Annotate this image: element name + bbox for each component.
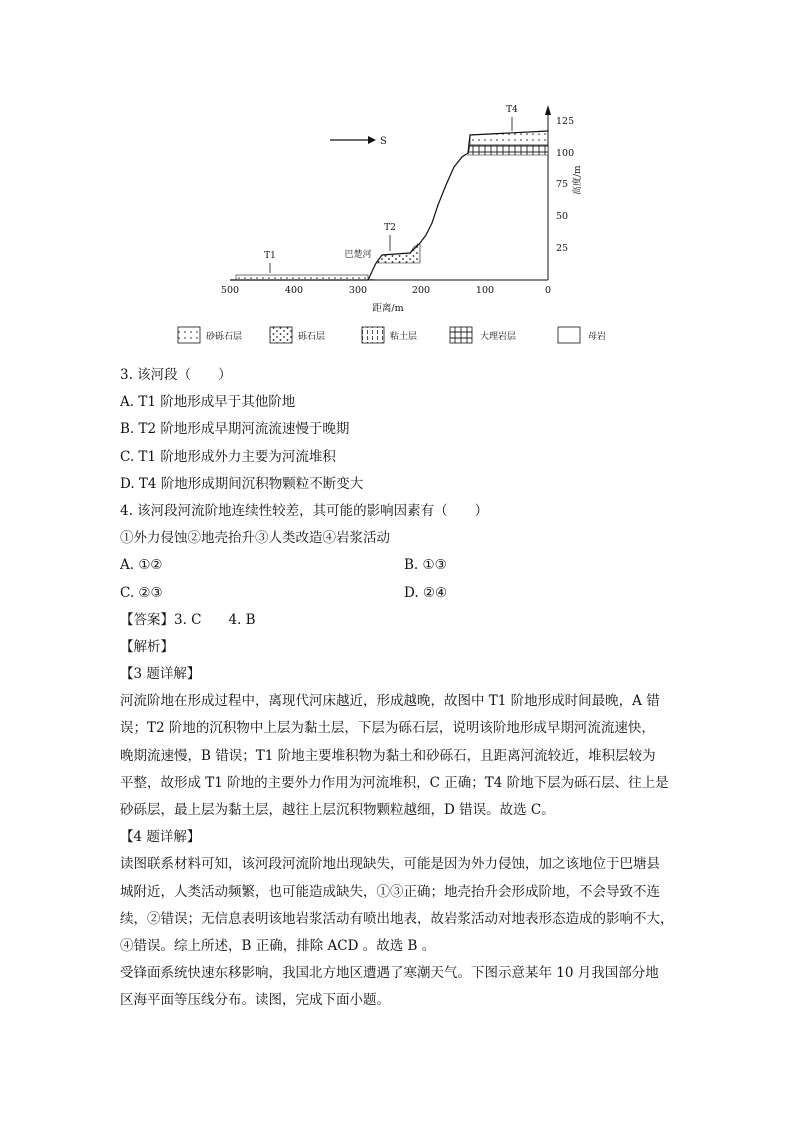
legend-swatch-clay <box>362 327 384 343</box>
y-axis-label: 高度/m <box>573 165 583 195</box>
t1-label: T1 <box>264 251 276 261</box>
y-tick-25: 25 <box>556 243 569 254</box>
q4-option-d: D. ②④ <box>404 584 448 601</box>
next-intro-line: 受锋面系统快速东移影响，我国北方地区遭遇了寒潮天气。下图示意某年 10 月我国部分地 <box>120 965 659 982</box>
t4-label: T4 <box>506 105 518 115</box>
detail3-line: 平整，故形成 T1 阶地的主要外力作用为河流堆积，C 正确；T4 阶地下层为砾石层、往上是 <box>120 774 669 791</box>
t2-gravel-layer <box>376 243 420 263</box>
y-tick-125: 125 <box>556 116 575 127</box>
legend-swatch-gravel <box>270 327 292 343</box>
x-tick-0: 0 <box>544 285 552 296</box>
detail4-line: 读图联系材料可知，该河段河流阶地出现缺失，可能是因为外力侵蚀，加之该地位于巴塘县 <box>120 856 660 873</box>
legend-swatch-sandgravel <box>178 327 200 343</box>
y-tick-50: 50 <box>556 211 569 222</box>
y-tick-75: 75 <box>556 179 569 190</box>
t4-marble-layer <box>468 145 548 155</box>
x-tick-400: 400 <box>284 285 304 296</box>
river-terrace-figure <box>170 95 640 365</box>
answer-line <box>120 607 680 634</box>
detail3-line: 砂砾层，最上层为黏土层，越往上层沉积物颗粒越细，D 错误。故选 C。 <box>120 802 555 818</box>
q4-option-b: B. ①③ <box>404 557 447 574</box>
legend-label-bedrock: 母岩 <box>588 332 607 342</box>
detail4-title: 【4 题详解】 <box>120 829 201 846</box>
question-text <box>120 362 680 1015</box>
x-tick-100: 100 <box>475 285 495 296</box>
q4-factors: ①外力侵蚀②地壳抬升③人类改造④岩浆活动 <box>120 530 390 547</box>
x-tick-500: 500 <box>220 285 240 296</box>
analysis-label: 【解析】 <box>120 638 174 655</box>
detail3-line: 河流阶地在形成过程中，离现代河床越近，形成越晚，故图中 T1 阶地形成时间最晚，A 错 <box>120 693 660 710</box>
x-tick-200: 200 <box>411 285 431 296</box>
q3-option-b: B. T2 阶地形成早期河流流速慢于晚期 <box>120 421 350 438</box>
terrace-profile-diagram <box>170 95 640 365</box>
q3-stem: 3. 该河段（ ） <box>120 367 232 383</box>
detail4-line: 城附近，人类活动频繁，也可能造成缺失，①③正确；地壳抬升会形成阶地，不会导致不连 <box>120 883 660 900</box>
legend-label-sandgravel: 砂砾石层 <box>206 332 243 342</box>
next-intro-line: 区海平面等压线分布。读图，完成下面小题。 <box>120 992 390 1009</box>
t2-label: T2 <box>384 223 396 233</box>
detail3-line: 误；T2 阶地的沉积物中上层为黏土层，下层为砾石层，说明该阶地形成早期河流流速快， <box>120 720 655 737</box>
detail3-line: 晚期流速慢，B 错误；T1 阶地主要堆积物为黏土和砂砾石，且距离河流较近，堆积层较为 <box>120 747 656 764</box>
answer-label: 【答案】 <box>120 611 174 628</box>
q4-option-c: C. ②③ <box>120 584 163 601</box>
t1-deposit <box>236 275 368 280</box>
x-axis-label: 距离/m <box>372 303 404 314</box>
x-tick-300: 300 <box>348 285 368 296</box>
legend-label-clay: 粘土层 <box>390 332 418 342</box>
y-tick-100: 100 <box>556 148 575 159</box>
legend-swatch-bedrock <box>558 327 580 343</box>
q3-option-a: A. T1 阶地形成早于其他阶地 <box>120 394 296 411</box>
q4-option-a: A. ①② <box>120 557 163 574</box>
legend-label-marble: 大理岩层 <box>480 332 517 342</box>
q4-stem: 4. 该河段河流阶地连续性较差，其可能的影响因素有（ ） <box>120 502 489 519</box>
detail4-line: ④错误。综上所述，B 正确，排除 ACD 。故选 B 。 <box>120 937 436 954</box>
q3-option-d: D. T4 阶地形成期间沉积物颗粒不断变大 <box>120 475 364 492</box>
q3-option-c: C. T1 阶地形成外力主要为河流堆积 <box>120 448 336 465</box>
legend <box>178 327 606 343</box>
direction-label: S <box>380 136 387 147</box>
river-label: 巴楚河 <box>344 250 372 260</box>
legend-swatch-marble <box>450 327 472 343</box>
detail3-title: 【3 题详解】 <box>120 666 201 683</box>
q4-options-row-1 <box>120 552 680 579</box>
detail4-line: 续，②错误；无信息表明该地岩浆活动有喷出地表，故岩浆活动对地表形态造成的影响不大， <box>120 910 674 927</box>
answer-value: 3. C 4. B <box>174 611 256 628</box>
q4-options-row-2 <box>120 580 680 607</box>
legend-label-gravel: 砾石层 <box>298 332 326 342</box>
